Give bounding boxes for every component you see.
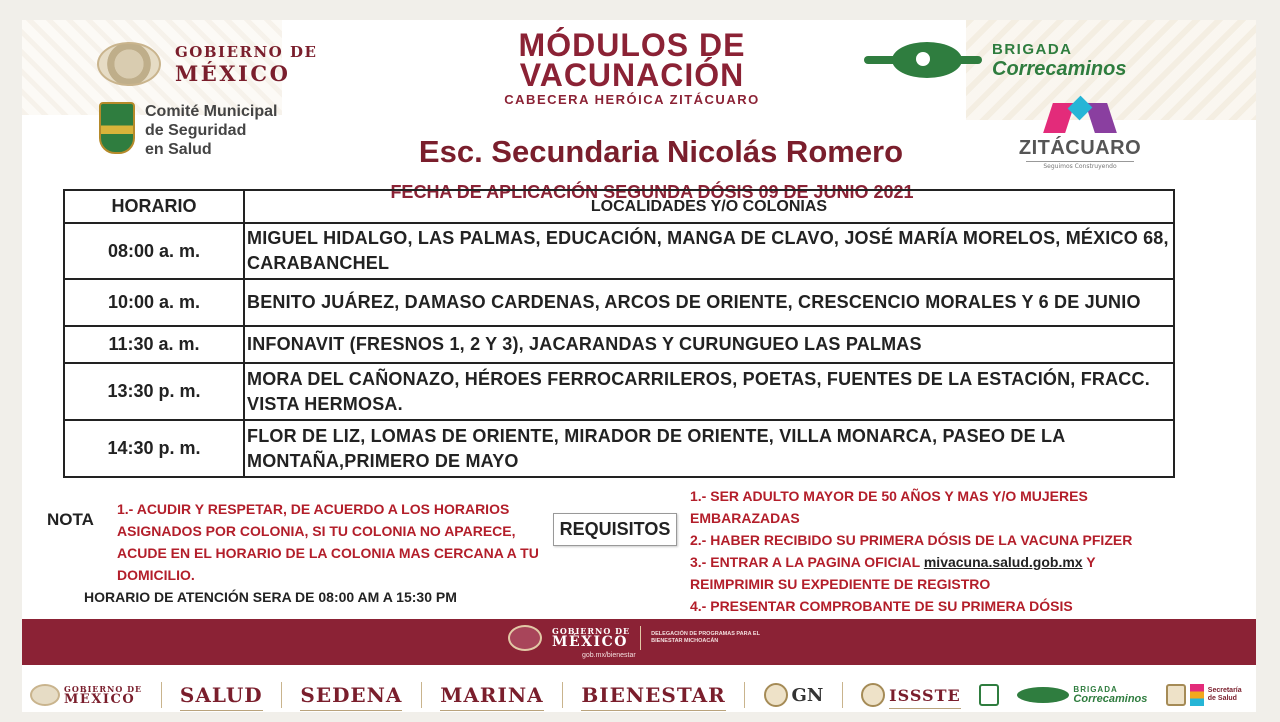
strip-gobierno-wordmark [64,685,142,706]
footer-gobierno-line2: MÉXICO [552,634,628,650]
divider [421,682,422,708]
nota-label: NOTA [47,510,94,529]
marina-logo: MARINA [440,683,544,707]
schedule-table [63,189,1175,478]
divider [161,682,162,708]
divider [562,682,563,708]
requisitos-label: REQUISITOS [553,513,677,546]
poster-title [437,27,827,107]
footer-gobierno-wordmark [552,627,630,649]
title-line1: MÓDULOS DE [518,27,746,63]
requisito-item: 1.- SER ADULTO MAYOR DE 50 AÑOS Y MAS Y/O MUJERES EMBARAZADAS [690,488,1088,526]
footer-band-logo [508,625,771,651]
requisito-item3-post: Y REIMPRIMIR SU EXPEDIENTE DE REGISTRO [690,554,1096,592]
table-row [64,326,1174,363]
partner-logos-strip [22,677,1256,712]
michoacan-salud-logo [1166,684,1248,706]
divider [744,682,745,708]
places-cell: MORA DEL CAÑONAZO, HÉROES FERROCARRILEROS, POETAS, FUENTES DE LA ESTACIÓN, FRACC. VISTA HERMOSA. [244,363,1174,420]
secretaria-salud-text: Secretaría de Salud [1207,687,1242,702]
time-cell: 08:00 a. m. [64,223,244,279]
delegacion-text: DELEGACIÓN DE PROGRAMAS PARA EL BIENESTAR MICHOACÁN [651,631,760,644]
divider [281,682,282,708]
requisitos-list [690,485,1170,617]
divider [640,626,641,650]
strip-brigada-wordmark [1073,686,1147,705]
state-shield-icon [1166,684,1186,706]
national-seal-icon [508,625,542,651]
brigada-line1: BRIGADA [992,40,1073,58]
michoacan-mark-icon [1190,684,1204,706]
time-cell: 10:00 a. m. [64,279,244,326]
brigada-line2: Correcaminos [992,57,1127,80]
sedena-logo: SEDENA [300,683,403,707]
column-header-localidades: LOCALIDADES Y/O COLONIAS [244,190,1174,223]
zitacuaro-logo [1010,95,1150,170]
places-cell: INFONAVIT (FRESNOS 1, 2 Y 3), JACARANDAS Y CURUNGUEO LAS PALMAS [244,326,1174,363]
brigada-wordmark [992,42,1127,79]
requisito-item3-pre: 3.- ENTRAR A LA PAGINA OFICIAL [690,554,924,570]
brigada-logo-small [1017,686,1147,705]
table-row [64,279,1174,326]
comite-line2: de Seguridad [145,122,247,139]
gobierno-mexico-logo [97,42,317,86]
title-line3: CABECERA HERÓICA ZITÁCUARO [504,92,760,107]
footer-band [22,619,1256,665]
horario-atencion: HORARIO DE ATENCIÓN SERA DE 08:00 AM A 15:30 PM [84,589,457,605]
national-seal-icon [97,42,161,86]
comite-line3: en Salud [145,141,212,158]
gobierno-mexico-wordmark [175,42,318,86]
nota-text: 1.- ACUDIR Y RESPETAR, DE ACUERDO A LOS HORARIOS ASIGNADOS POR COLONIA, SI TU COLONIA NO APARECE, ACUDE EN EL HORARIO DE LA COLONIA MAS CERCANA A TU DOMICILIO. [117,501,539,583]
zitacuaro-mark-icon [1048,95,1112,135]
roadrunner-icon [1017,687,1069,703]
strip-gobierno-line2: MÉXICO [64,691,136,707]
comite-municipal-logo [99,102,277,159]
brigada-correcaminos-logo [864,40,1127,80]
title-line2: VACUNACIÓN [519,57,745,93]
table-row [64,420,1174,477]
municipal-shield-icon [99,102,135,154]
bienestar-logo: BIENESTAR [581,683,726,707]
gobierno-line2: MÉXICO [175,60,291,86]
strip-brigada-line2: Correcaminos [1073,692,1148,705]
gn-logo [764,683,824,707]
table-header-row [64,190,1174,223]
issste-emblem-icon [861,683,885,707]
guardia-nacional-badge-icon [764,683,788,707]
places-cell: BENITO JUÁREZ, DAMASO CARDENAS, ARCOS DE ORIENTE, CRESCENCIO MORALES Y 6 DE JUNIO [244,279,1174,326]
vaccination-poster [22,20,1256,712]
requisito-item: 2.- HABER RECIBIDO SU PRIMERA DÓSIS DE LA VACUNA PFIZER [690,532,1133,548]
zitacuaro-name: ZITÁCUARO [1018,137,1142,159]
gn-text: GN [791,684,824,706]
requisito-item: 4.- PRESENTAR COMPROBANTE DE SU PRIMERA DÓSIS [690,598,1073,614]
table-row [64,363,1174,420]
requisito-item [690,551,1170,595]
divider [842,682,843,708]
issste-text: ISSSTE [889,685,961,705]
application-date: FECHA DE APLICACIÓN SEGUNDA DÓSIS 09 DE JUNIO 2021 [390,182,914,202]
places-cell: FLOR DE LIZ, LOMAS DE ORIENTE, MIRADOR DE ORIENTE, VILLA MONARCA, PASEO DE LA MONTAÑA,PRIMERO DE MAYO [244,420,1174,477]
time-cell: 14:30 p. m. [64,420,244,477]
mivacuna-link[interactable]: mivacuna.salud.gob.mx [923,554,1083,570]
social-handle: gob.mx/bienestar [582,652,636,659]
strip-gobierno-line1: GOBIERNO DE [64,683,143,694]
school-name: Esc. Secundaria Nicolás Romero [418,134,904,169]
places-cell: MIGUEL HIDALGO, LAS PALMAS, EDUCACIÓN, MANGA DE CLAVO, JOSÉ MARÍA MORELOS, MÉXICO 68, CARABANCHEL [244,223,1174,279]
comite-line1: Comité Municipal [145,103,278,120]
imss-logo-icon [979,684,999,706]
footer-gobierno-line1: GOBIERNO DE [552,626,631,636]
column-header-horario: HORARIO [64,190,244,223]
national-seal-icon [30,684,60,706]
issste-logo [861,683,961,707]
time-cell: 13:30 p. m. [64,363,244,420]
table-row [64,223,1174,279]
comite-text [145,102,277,159]
salud-logo: SALUD [179,683,263,707]
gobierno-mexico-logo-small [30,684,142,706]
time-cell: 11:30 a. m. [64,326,244,363]
roadrunner-icon [864,40,982,80]
zitacuaro-tagline: Seguimos Construyendo [1026,161,1134,170]
gobierno-line1: GOBIERNO DE [175,42,318,61]
strip-brigada-line1: BRIGADA [1073,684,1118,694]
